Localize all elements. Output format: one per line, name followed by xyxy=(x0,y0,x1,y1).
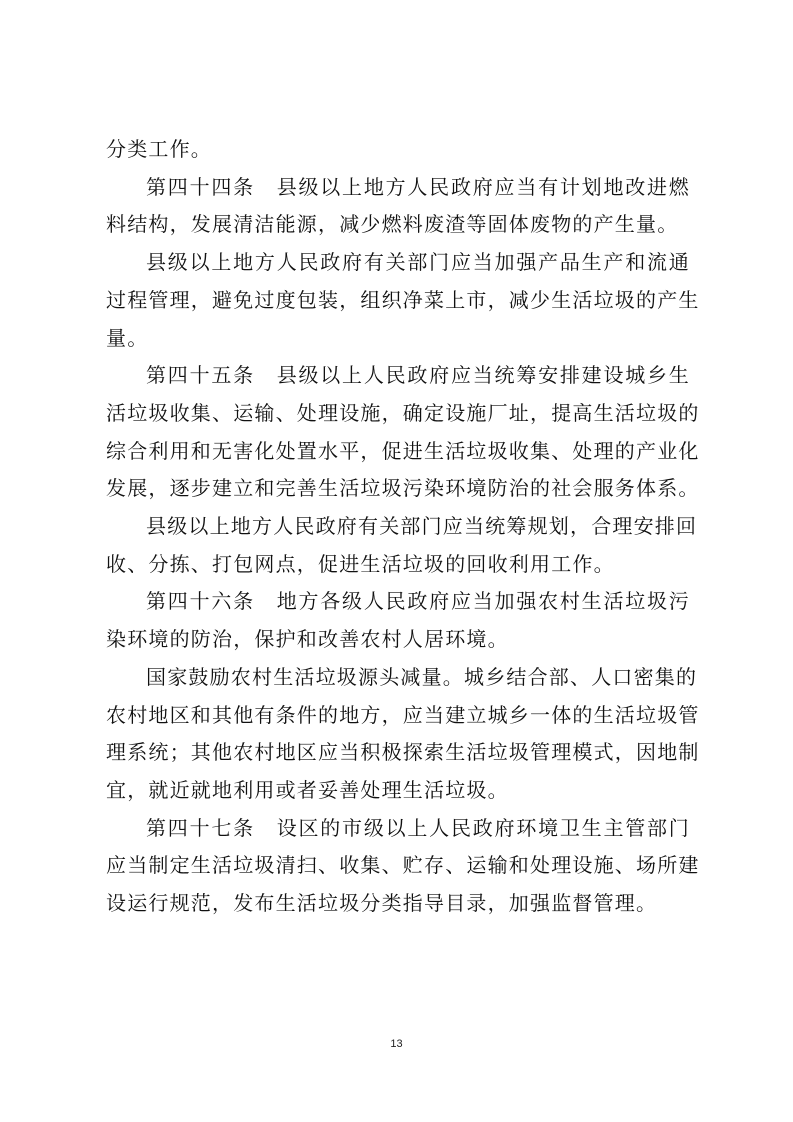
page-number: 13 xyxy=(390,1038,403,1050)
text-line: 活垃圾收集、运输、处理设施，确定设施厂址，提高生活垃圾的 xyxy=(106,400,700,425)
text-line: 分类工作。 xyxy=(106,137,212,161)
text-line: 县级以上地方人民政府有关部门应当统筹规划，合理安排回 xyxy=(146,514,698,538)
text-line: 农村地区和其他有条件的地方，应当建立城乡一体的生活垃圾管 xyxy=(106,702,700,727)
text-line: 染环境的防治，保护和改善农村人居环境。 xyxy=(106,627,509,652)
text-line: 第四十六条 地方各级人民政府应当加强农村生活垃圾污 xyxy=(146,589,690,614)
text-line: 第四十四条 县级以上地方人民政府应当有计划地改进燃 xyxy=(146,174,690,199)
text-line: 发展，逐步建立和完善生活垃圾污染环境防治的社会服务体系。 xyxy=(106,476,700,501)
text-line: 县级以上地方人民政府有关部门应当加强产品生产和流通 xyxy=(146,250,690,275)
text-line: 收、分拣、打包网点，促进生活垃圾的回收利用工作。 xyxy=(106,551,615,576)
text-line: 第四十七条 设区的市级以上人民政府环境卫生主管部门 xyxy=(146,815,690,840)
text-line: 理系统；其他农村地区应当积极探索生活垃圾管理模式，因地制 xyxy=(106,740,700,765)
text-line: 第四十五条 县级以上人民政府应当统筹安排建设城乡生 xyxy=(146,363,690,388)
text-line: 量。 xyxy=(106,325,149,350)
text-line: 设运行规范，发布生活垃圾分类指导目录，加强监督管理。 xyxy=(106,891,658,915)
text-line: 综合利用和无害化处置水平，促进生活垃圾收集、处理的产业化 xyxy=(106,438,700,463)
text-line: 国家鼓励农村生活垃圾源头减量。城乡结合部、人口密集的 xyxy=(146,664,698,689)
text-line: 料结构，发展清洁能源，减少燃料废渣等固体废物的产生量。 xyxy=(106,212,679,237)
text-line: 宜，就近就地利用或者妥善处理生活垃圾。 xyxy=(106,777,509,802)
text-line: 应当制定生活垃圾清扫、收集、贮存、运输和处理设施、场所建 xyxy=(106,853,700,878)
text-line: 过程管理，避免过度包装，组织净菜上市，减少生活垃圾的产生 xyxy=(106,287,700,312)
